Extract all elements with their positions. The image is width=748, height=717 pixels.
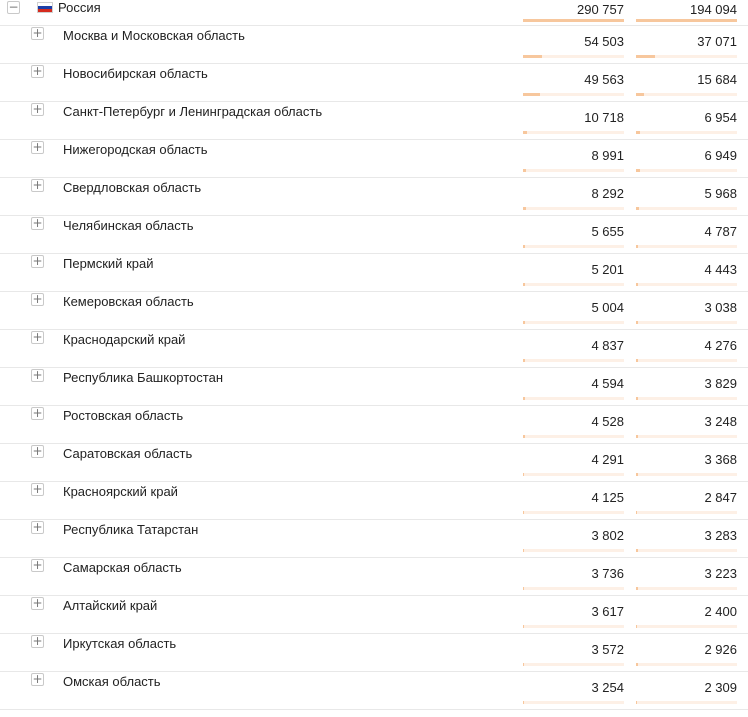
metric-2-bar-fill	[636, 511, 637, 514]
metric-1-bar-fill	[523, 131, 527, 134]
metric-1-bar	[523, 663, 624, 666]
metric-1-bar-fill	[523, 55, 542, 58]
expand-toggle[interactable]: +	[32, 520, 43, 534]
metric-1-bar-fill	[523, 169, 526, 172]
metric-2-bar	[636, 283, 737, 286]
metric-1-bar	[523, 283, 624, 286]
region-row[interactable]	[0, 64, 748, 102]
region-name: Иркутская область	[63, 636, 177, 651]
expand-toggle[interactable]: +	[32, 140, 43, 154]
metric-2-bar	[636, 169, 737, 172]
region-row[interactable]	[0, 216, 748, 254]
metric-2-cell	[629, 216, 737, 253]
region-name: Саратовская область	[63, 446, 193, 461]
metric-2-bar-fill	[636, 359, 638, 362]
metric-2-value: 5 968	[704, 186, 737, 201]
metric-2-cell	[629, 596, 737, 633]
metric-2-bar	[636, 625, 737, 628]
metric-1-value: 4 291	[591, 452, 624, 467]
region-name: Алтайский край	[63, 598, 158, 613]
expand-toggle[interactable]: +	[32, 102, 43, 116]
region-name: Москва и Московская область	[63, 28, 245, 43]
metric-2-bar	[636, 207, 737, 210]
metric-1-cell	[516, 482, 624, 519]
metric-2-bar	[636, 701, 737, 704]
region-row[interactable]	[0, 672, 748, 710]
metric-1-bar-fill	[523, 435, 525, 438]
metric-2-bar-fill	[636, 435, 638, 438]
metric-1-cell	[516, 0, 624, 25]
region-row[interactable]	[0, 444, 748, 482]
region-name: Самарская область	[63, 560, 182, 575]
metric-2-bar	[636, 549, 737, 552]
metric-1-value: 3 572	[591, 642, 624, 657]
region-row[interactable]	[0, 520, 748, 558]
metric-1-bar-fill	[523, 511, 524, 514]
metric-1-bar	[523, 701, 624, 704]
metric-1-bar	[523, 473, 624, 476]
metric-1-value: 5 004	[591, 300, 624, 315]
region-row[interactable]	[0, 26, 748, 64]
metric-2-cell	[629, 520, 737, 557]
metric-2-cell	[629, 444, 737, 481]
region-name: Свердловская область	[63, 180, 202, 195]
metric-1-bar	[523, 93, 624, 96]
region-name: Челябинская область	[63, 218, 194, 233]
metric-2-bar	[636, 397, 737, 400]
expand-toggle[interactable]: +	[32, 558, 43, 572]
metric-2-value: 2 847	[704, 490, 737, 505]
region-row[interactable]	[0, 292, 748, 330]
metric-2-value: 37 071	[697, 34, 737, 49]
metric-2-value: 2 400	[704, 604, 737, 619]
metric-2-cell	[629, 482, 737, 519]
metric-1-bar	[523, 435, 624, 438]
metric-2-bar-fill	[636, 587, 638, 590]
region-row[interactable]	[0, 596, 748, 634]
metric-2-bar	[636, 245, 737, 248]
metric-1-bar	[523, 511, 624, 514]
metric-2-bar-fill	[636, 321, 638, 324]
metric-2-cell	[629, 140, 737, 177]
metric-2-bar-fill	[636, 701, 637, 704]
metric-2-cell	[629, 0, 737, 25]
region-name: Нижегородская область	[63, 142, 208, 157]
region-row[interactable]	[0, 140, 748, 178]
metric-1-value: 4 125	[591, 490, 624, 505]
metric-1-cell	[516, 26, 624, 63]
metric-1-bar-fill	[523, 701, 524, 704]
metric-2-value: 2 926	[704, 642, 737, 657]
metric-1-value: 49 563	[584, 72, 624, 87]
metric-2-bar	[636, 473, 737, 476]
metric-1-cell	[516, 672, 624, 709]
metric-1-cell	[516, 368, 624, 405]
metric-1-bar-fill	[523, 663, 524, 666]
metric-1-value: 10 718	[584, 110, 624, 125]
metric-2-cell	[629, 634, 737, 671]
collapse-toggle[interactable]: −	[8, 0, 19, 14]
metric-1-bar	[523, 207, 624, 210]
metric-1-value: 5 201	[591, 262, 624, 277]
metric-1-bar	[523, 245, 624, 248]
metric-2-cell	[629, 558, 737, 595]
expand-toggle[interactable]: +	[32, 634, 43, 648]
metric-1-value: 5 655	[591, 224, 624, 239]
metric-2-cell	[629, 64, 737, 101]
metric-2-bar-fill	[636, 207, 639, 210]
metric-1-bar-fill	[523, 587, 524, 590]
region-name: Ростовская область	[63, 408, 184, 423]
metric-1-value: 3 736	[591, 566, 624, 581]
metric-2-bar-fill	[636, 397, 638, 400]
metric-1-bar	[523, 625, 624, 628]
metric-1-value: 4 594	[591, 376, 624, 391]
metric-2-value: 3 223	[704, 566, 737, 581]
metric-2-cell	[629, 254, 737, 291]
metric-1-cell	[516, 634, 624, 671]
metric-2-value: 6 954	[704, 110, 737, 125]
metric-2-value: 6 949	[704, 148, 737, 163]
country-name: Россия	[58, 0, 101, 15]
russia-flag-icon	[37, 2, 53, 13]
region-row[interactable]	[0, 330, 748, 368]
metric-1-bar	[523, 549, 624, 552]
region-name: Краснодарский край	[63, 332, 186, 347]
region-name: Республика Башкортостан	[63, 370, 223, 385]
metric-1-bar-fill	[523, 359, 525, 362]
metric-2-bar-fill	[636, 131, 640, 134]
metric-1-cell	[516, 254, 624, 291]
metric-2-bar-fill	[636, 19, 737, 22]
metric-1-cell	[516, 558, 624, 595]
metric-1-bar	[523, 19, 624, 22]
metric-2-bar-fill	[636, 169, 640, 172]
expand-toggle[interactable]: +	[32, 292, 43, 306]
metric-1-bar	[523, 359, 624, 362]
metric-2-bar	[636, 55, 737, 58]
metric-1-bar	[523, 321, 624, 324]
region-row[interactable]	[0, 558, 748, 596]
region-name: Красноярский край	[63, 484, 178, 499]
region-name: Санкт-Петербург и Ленинградская область	[63, 104, 323, 119]
metric-2-value: 3 038	[704, 300, 737, 315]
metric-1-bar-fill	[523, 283, 525, 286]
region-name: Кемеровская область	[63, 294, 194, 309]
metric-2-value: 3 248	[704, 414, 737, 429]
metric-2-bar-fill	[636, 549, 638, 552]
metric-2-bar	[636, 663, 737, 666]
expand-toggle[interactable]: +	[32, 482, 43, 496]
metric-2-value: 3 829	[704, 376, 737, 391]
metric-2-cell	[629, 406, 737, 443]
metric-2-bar	[636, 93, 737, 96]
metric-1-bar	[523, 55, 624, 58]
metric-1-bar-fill	[523, 625, 524, 628]
region-row[interactable]	[0, 634, 748, 672]
metric-2-bar	[636, 131, 737, 134]
metric-1-cell	[516, 330, 624, 367]
metric-1-cell	[516, 64, 624, 101]
region-name: Омская область	[63, 674, 161, 689]
metric-2-bar	[636, 435, 737, 438]
metric-1-bar-fill	[523, 93, 540, 96]
metric-1-cell	[516, 140, 624, 177]
expand-toggle[interactable]: +	[32, 26, 43, 40]
metric-1-bar-fill	[523, 321, 525, 324]
metric-2-cell	[629, 26, 737, 63]
metric-2-bar-fill	[636, 625, 637, 628]
expand-toggle[interactable]: +	[32, 330, 43, 344]
metric-1-cell	[516, 520, 624, 557]
expand-toggle[interactable]: +	[32, 178, 43, 192]
metric-2-value: 2 309	[704, 680, 737, 695]
metric-2-cell	[629, 330, 737, 367]
metric-2-bar	[636, 587, 737, 590]
metric-1-value: 3 254	[591, 680, 624, 695]
region-row[interactable]	[0, 368, 748, 406]
metric-2-bar	[636, 359, 737, 362]
metric-2-value: 194 094	[690, 2, 737, 17]
expand-toggle[interactable]: +	[32, 596, 43, 610]
metric-1-cell	[516, 444, 624, 481]
region-row[interactable]	[0, 482, 748, 520]
metric-1-bar-fill	[523, 397, 525, 400]
metric-1-value: 290 757	[577, 2, 624, 17]
metric-1-cell	[516, 292, 624, 329]
metric-1-bar	[523, 131, 624, 134]
metric-2-value: 3 368	[704, 452, 737, 467]
expand-toggle[interactable]: +	[32, 444, 43, 458]
metric-1-cell	[516, 102, 624, 139]
metric-2-bar-fill	[636, 283, 638, 286]
metric-2-bar-fill	[636, 245, 638, 248]
metric-1-cell	[516, 216, 624, 253]
expand-toggle[interactable]: +	[32, 216, 43, 230]
region-row[interactable]	[0, 406, 748, 444]
expand-toggle[interactable]: +	[32, 64, 43, 78]
metric-2-cell	[629, 102, 737, 139]
metric-1-cell	[516, 178, 624, 215]
metric-1-bar-fill	[523, 473, 524, 476]
metric-2-value: 3 283	[704, 528, 737, 543]
region-row[interactable]	[0, 254, 748, 292]
metric-2-bar-fill	[636, 55, 655, 58]
country-row[interactable]	[0, 0, 748, 26]
metric-1-value: 8 292	[591, 186, 624, 201]
region-name: Республика Татарстан	[63, 522, 199, 537]
metric-1-bar-fill	[523, 207, 526, 210]
metric-2-cell	[629, 178, 737, 215]
metric-2-cell	[629, 672, 737, 709]
metric-1-value: 4 837	[591, 338, 624, 353]
metric-2-bar	[636, 19, 737, 22]
expand-toggle[interactable]: +	[32, 368, 43, 382]
metric-1-bar	[523, 397, 624, 400]
metric-1-value: 8 991	[591, 148, 624, 163]
metric-2-value: 4 276	[704, 338, 737, 353]
metric-1-bar	[523, 169, 624, 172]
metric-1-bar-fill	[523, 19, 624, 22]
expand-toggle[interactable]: +	[32, 254, 43, 268]
expand-toggle[interactable]: +	[32, 406, 43, 420]
metric-1-cell	[516, 596, 624, 633]
metric-1-bar-fill	[523, 549, 524, 552]
metric-1-value: 3 802	[591, 528, 624, 543]
metric-1-value: 54 503	[584, 34, 624, 49]
metric-1-bar	[523, 587, 624, 590]
metric-2-cell	[629, 292, 737, 329]
region-name: Пермский край	[63, 256, 154, 271]
expand-toggle[interactable]: +	[32, 672, 43, 686]
metric-2-value: 4 443	[704, 262, 737, 277]
metric-1-cell	[516, 406, 624, 443]
metric-1-value: 4 528	[591, 414, 624, 429]
metric-2-bar	[636, 511, 737, 514]
metric-2-bar-fill	[636, 473, 638, 476]
region-name: Новосибирская область	[63, 66, 208, 81]
metric-1-value: 3 617	[591, 604, 624, 619]
metric-2-value: 4 787	[704, 224, 737, 239]
metric-2-bar	[636, 321, 737, 324]
metric-2-bar-fill	[636, 663, 638, 666]
metric-1-bar-fill	[523, 245, 525, 248]
metric-2-value: 15 684	[697, 72, 737, 87]
region-row[interactable]	[0, 178, 748, 216]
region-row[interactable]	[0, 102, 748, 140]
metric-2-cell	[629, 368, 737, 405]
metric-2-bar-fill	[636, 93, 644, 96]
